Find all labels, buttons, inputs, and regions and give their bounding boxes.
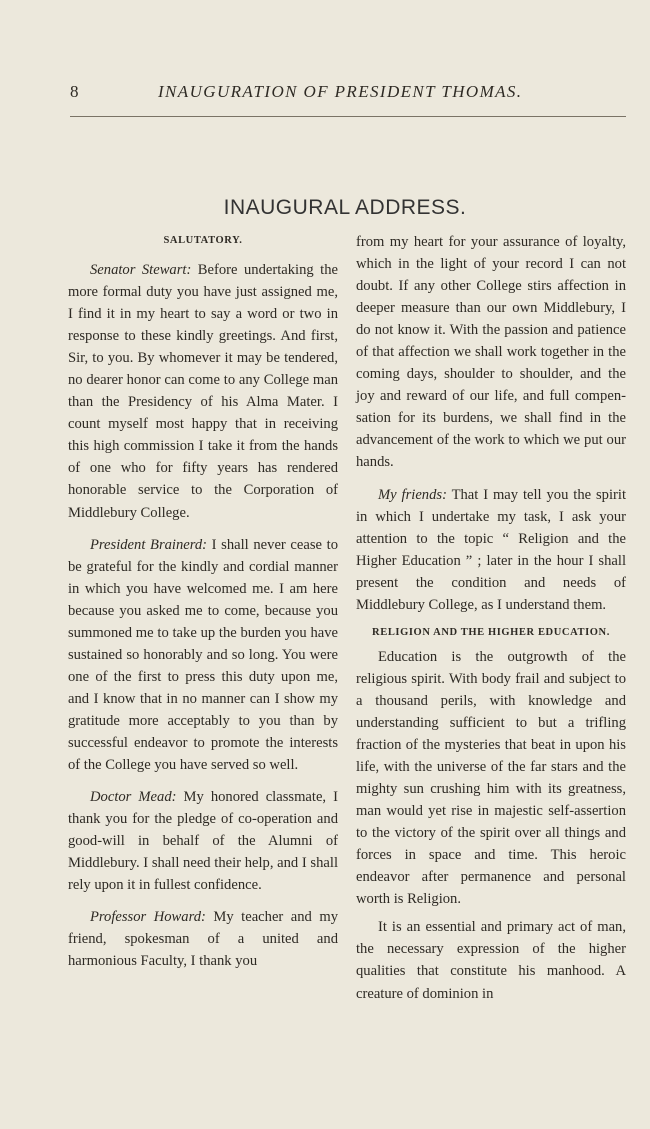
speaker-name: Professor Howard: (90, 909, 206, 926)
running-title: INAUGURATION OF PRESIDENT THOMAS. (158, 82, 523, 101)
header-rule (70, 116, 626, 117)
paragraph-text: I shall never cease to be grateful for the kindly and cordial manner in which you have welcomed me. I am here because you asked me to come, because you summoned me to take up the burden you have sustained so honorably and so long. You were one of the first to press this duty upon me, and I know that in no manner can I show my gratitude more acceptably to you than by successful endeavor to promote the interests of the College you have served so well. (68, 536, 338, 774)
page-number: 8 (70, 82, 79, 101)
paragraph-text: My honored classmate, I thank you for the pledge of co-operation and good-will in behalf of the Alumni of Middlebury. I shall need their help, and I shall rely upon it in fullest confidence. (68, 789, 338, 894)
section-heading-religion: RELIGION AND THE HIGHER EDUCATION. (372, 626, 610, 638)
paragraph-my-friends (356, 484, 626, 616)
paragraph-professor-howard (68, 906, 338, 972)
section-heading-salutatory: SALUTATORY. (163, 235, 243, 246)
left-column (68, 230, 338, 972)
paragraph-text: Before undertaking the more formal duty you have just assigned me, I find it in my heart to say a word or two in response to these kindly greetings. And first, Sir, to you. By whomever it may be tendered, no dearer honor can come to any College man than the Presidency of his Alma Mater. I count myself most happy that in receiving this high commission I take it from the hands of one who for fifty years has rendered honorable service to the Corporation of Middlebury College. (68, 262, 338, 521)
paragraph-essential-act: It is an essential and primary act of man, the necessary expression of the higher qualities that constitute his manhood. A creature of dominion in (356, 919, 626, 1002)
paragraph-text: That I may tell you the spirit in which I undertake my task, I ask your attention to the topic “ Religion and the Higher Education ” ; later in the hour I shall present the condition and needs of Middlebury College, as I understand them. (356, 486, 626, 613)
paragraph-text: My teacher and my friend, spokesman of a united and harmonious Faculty, I thank you (68, 909, 338, 970)
speaker-name: My friends: (378, 486, 447, 503)
address-title: INAUGURAL ADDRESS. (223, 196, 467, 219)
paragraph-president-brainerd (68, 534, 338, 777)
speaker-name: Doctor Mead: (90, 789, 177, 806)
speaker-name: Senator Stewart: (90, 262, 192, 278)
paragraph-continuation: from my heart for your assurance of loyalty, which in the light of your record I can not doubt. If any other College stirs affection in deeper measure than our own Middlebury, I do not know it. With the passion and patience of that affection we shall work together in the coming days, shoulder to shoulder, and the joy and reward of our life, and full compensation for its burdens, we shall find in the advancement of the work to which we put our hands. (356, 234, 626, 471)
paragraph-senator-stewart (68, 259, 338, 524)
speaker-name: President Brainerd: (90, 536, 208, 553)
paragraph-education: Education is the outgrowth of the religious spirit. With body frail and subject to a thousand perils, with knowledge and understanding sufficient to but a trifling fraction of the mysteries that beat in upon his life, with the universe of the far stars and the mighty sun crushing him with its greatness, man would yet rise in majestic self-assertion to the victory of the spirit over all things and forces in space and time. This heroic endeavor after permanence and personal worth is Religion. (356, 648, 626, 908)
right-column (356, 231, 626, 1005)
paragraph-doctor-mead (68, 786, 338, 896)
